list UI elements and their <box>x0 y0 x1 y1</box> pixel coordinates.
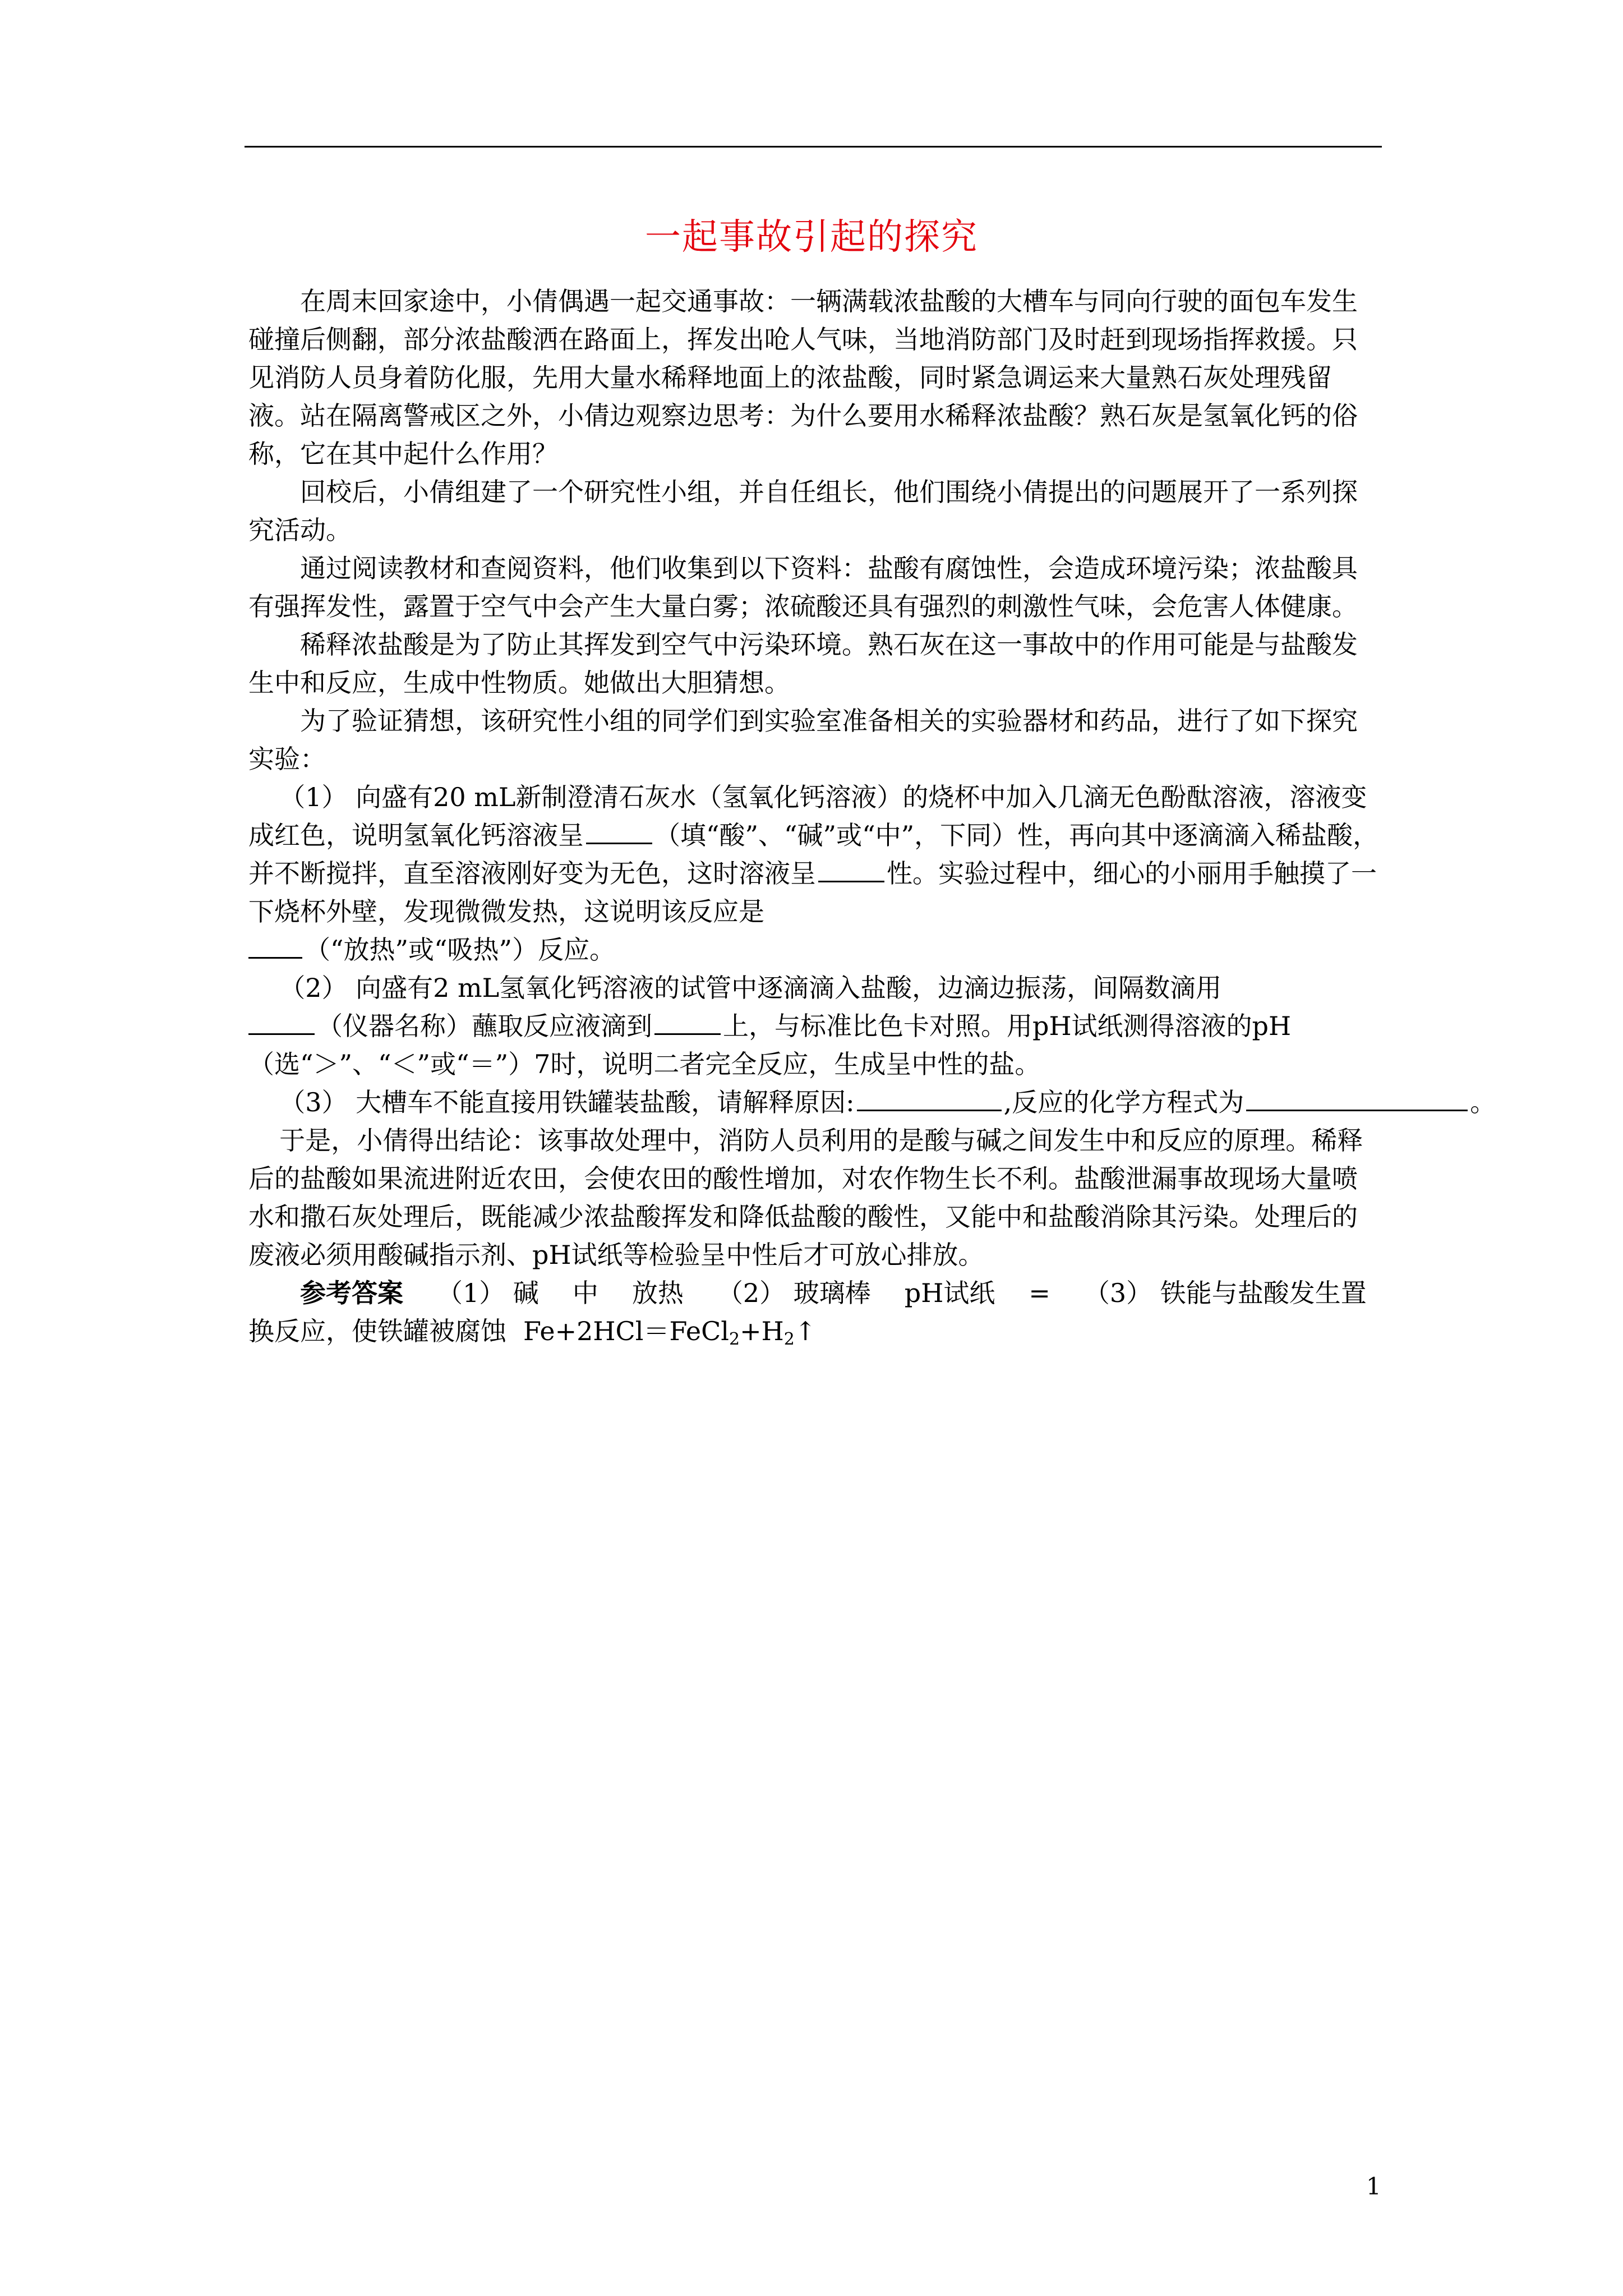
paragraph-research: 通过阅读教材和查阅资料，他们收集到以下资料：盐酸有腐蚀性，会造成环境污染；浓盐酸具有强挥发性，露置于空气中会产生大量白雾；浓硫酸还具有强烈的刺激性气味，会危害人体健康。 <box>248 553 1358 622</box>
question-1-part-d: （“放热”或“吸热”）反应。 <box>305 935 616 965</box>
question-2-part-a: （2） 向盛有2 mL氢氧化钙溶液的试管中逐滴滴入盐酸，边滴边振荡，间隔数滴用 <box>279 973 1222 1003</box>
page-number: 1 <box>1366 2173 1381 2200</box>
gas-arrow-icon: ↑ <box>794 1316 817 1346</box>
answer-blank-7[interactable] <box>1246 1084 1468 1111</box>
document-title: 一起事故引起的探究 <box>645 217 978 258</box>
question-2-part-b: （仪器名称）蘸取反应液滴到 <box>317 1011 652 1041</box>
document-body <box>248 282 1496 1350</box>
answer-blank-1[interactable] <box>586 817 652 844</box>
question-2-part-c: 上，与标准比色卡对照。用pH试纸测得溶液的pH（选“＞”、“＜”或“＝”）7时，说明二者完全反应，生成呈中性的盐。 <box>248 1011 1292 1079</box>
equation-subscript-1: 2 <box>729 1329 740 1349</box>
question-3-part-a: （3） 大槽车不能直接用铁罐装盐酸，请解释原因: <box>279 1087 855 1117</box>
answer-item-4: （2） 玻璃棒 <box>717 1278 871 1308</box>
answer-item-3: 放热 <box>631 1278 684 1308</box>
answer-item-5: pH试纸 <box>904 1278 995 1308</box>
answer-item-7: （3） 铁能与盐酸发生置换反应，使铁罐被腐蚀 <box>248 1278 1367 1346</box>
paragraph-experiment-intro: 为了验证猜想，该研究性小组的同学们到实验室准备相关的实验器材和药品，进行了如下探究实验： <box>248 706 1358 774</box>
answer-item-1: （1） 碱 <box>437 1278 539 1308</box>
equation-subscript-2: 2 <box>783 1329 795 1349</box>
paragraph-group: 回校后，小倩组建了一个研究性小组，并自任组长，他们围绕小倩提出的问题展开了一系列探究活动。 <box>248 477 1358 545</box>
question-1 <box>248 778 1381 969</box>
answer-blank-4[interactable] <box>248 1007 315 1035</box>
question-3-part-c: 。 <box>1470 1087 1496 1117</box>
answer-blank-6[interactable] <box>857 1084 1002 1111</box>
question-3-part-b: ,反应的化学方程式为 <box>1003 1087 1244 1117</box>
question-1-part-a: （1） 向盛有20 mL新制澄清石灰水（氢氧化钙溶液）的烧杯中加入几滴无色酚酞溶液，溶液变成红色，说明氢氧化钙溶液呈 <box>248 782 1367 850</box>
answer-key <box>248 1274 1381 1350</box>
answer-item-6: = <box>1029 1278 1050 1308</box>
equation-part-1: Fe+2HCl＝FeCl <box>523 1316 729 1346</box>
answer-key-label: 参考答案 <box>300 1278 403 1308</box>
chemical-equation <box>523 1316 817 1349</box>
paragraph-hypothesis: 稀释浓盐酸是为了防止其挥发到空气中污染环境。熟石灰在这一事故中的作用可能是与盐酸发生中和反应，生成中性物质。她做出大胆猜想。 <box>248 629 1358 698</box>
answer-blank-3[interactable] <box>248 931 302 959</box>
header-rule <box>245 146 1382 148</box>
equation-part-2: +H <box>740 1316 784 1346</box>
question-1-part-b: （填“酸”、“碱”或“中”，下同）性，再向其中逐滴滴入稀盐酸，并不断搅拌，直至溶液刚好变为无色，这时溶液呈 <box>248 820 1379 889</box>
answer-blank-5[interactable] <box>654 1007 721 1035</box>
paragraph-incident: 在周末回家途中，小倩偶遇一起交通事故：一辆满载浓盐酸的大槽车与同向行驶的面包车发生碰撞后侧翻，部分浓盐酸洒在路面上，挥发出呛人气味，当地消防部门及时赶到现场指挥救援。只见消防人员身着防化服，先用大量水稀释地面上的浓盐酸，同时紧急调运来大量熟石灰处理残留液。站在隔离警戒区之外，小倩边观察边思考：为什么要用水稀释浓盐酸？熟石灰是氢氧化钙的俗称，它在其中起什么作用？ <box>248 286 1358 469</box>
paragraph-conclusion: 于是，小倩得出结论：该事故处理中，消防人员利用的是酸与碱之间发生中和反应的原理。稀释后的盐酸如果流进附近农田，会使农田的酸性增加，对农作物生长不利。盐酸泄漏事故现场大量喷水和撒石灰处理后，既能减少浓盐酸挥发和降低盐酸的酸性，又能中和盐酸消除其污染。处理后的废液必须用酸碱指示剂、pH试纸等检验呈中性后才可放心排放。 <box>248 1125 1363 1270</box>
answer-item-2: 中 <box>572 1278 598 1308</box>
question-2 <box>248 969 1381 1083</box>
question-3 <box>248 1083 1496 1121</box>
answer-blank-2[interactable] <box>818 855 884 882</box>
question-1-part-c: 性。实验过程中，细心的小丽用手触摸了一下烧杯外壁，发现微微发热，这说明该反应是 <box>248 858 1377 927</box>
